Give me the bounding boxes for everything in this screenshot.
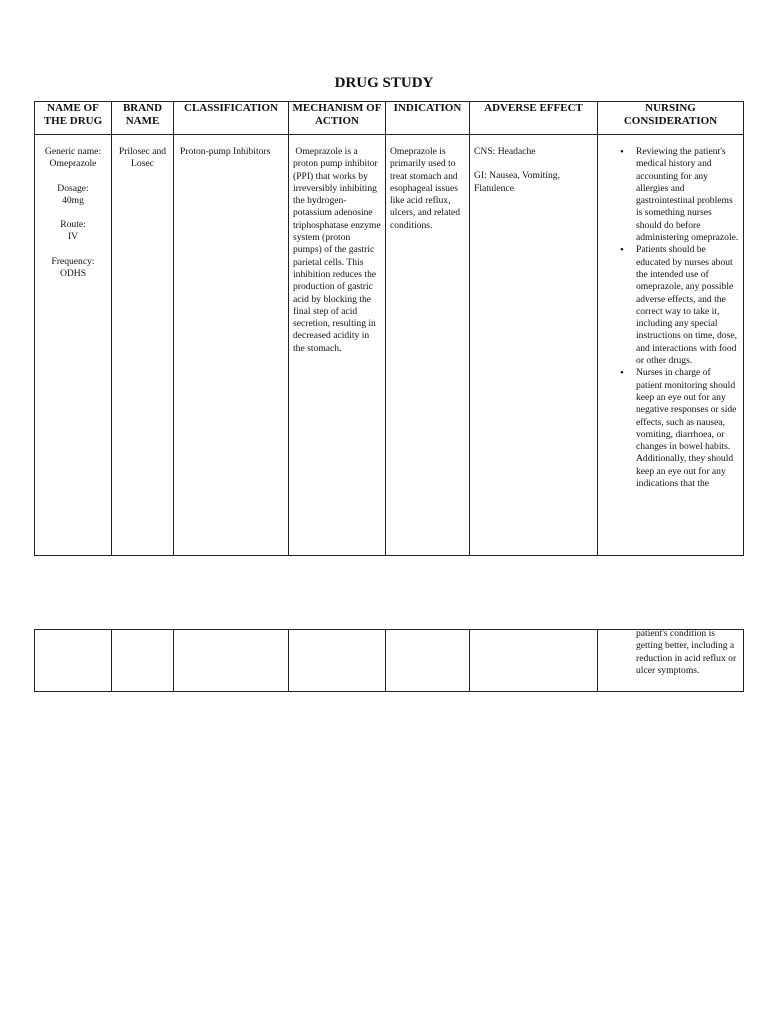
empty-cell [35, 630, 112, 692]
dosage-value: 40mg [62, 194, 84, 206]
brand-name-text: Prilosec and Losec [118, 146, 167, 170]
route-label: Route: [60, 219, 86, 231]
classification-cell [174, 135, 289, 556]
nursing-consideration-cell [598, 135, 744, 556]
indication-cell [386, 135, 470, 556]
name-of-drug-cell [35, 135, 112, 556]
header-mechanism-of-action: MECHANISM OF ACTION [289, 102, 386, 135]
adverse-gi: GI: Nausea, Vomiting, Flatulence [474, 170, 560, 194]
header-row [35, 102, 744, 135]
frequency-value: ODHS [59, 268, 87, 280]
page-title: DRUG STUDY [334, 75, 434, 91]
list-item: • Reviewing the patient's medical history and accounting for any allergies and gastrointestinal problems is something nurses should do before administering omeprazole. [636, 146, 739, 244]
table-row [35, 630, 744, 692]
list-item: • Nurses in charge of patient monitoring should keep an eye out for any negative responses or side effects, such as nausea, vomiting, diarrhoea, or changes in bowel habits. Additionally, they should keep an eye out for any indications that the [636, 367, 739, 490]
mechanism-text: Omeprazole is a proton pump inhibitor (PPI) that works by irreversibly inhibiting the hydrogen-potassium adenosine triphosphatase enzyme system (proton pumps) of the gastric parietal cells. This inhibition reduces the production of gastric acid by blocking the final step of acid secretion, resulting in decreased acidity in the stomach. [293, 146, 384, 354]
empty-cell [174, 630, 289, 692]
header-name-of-drug: NAME OF THE DRUG [35, 102, 112, 135]
header-brand-name: BRAND NAME [112, 102, 174, 135]
header-adverse-effect: ADVERSE EFFECT [470, 102, 598, 135]
frequency-label: Frequency: [51, 255, 95, 267]
nursing-continued-text: patient's condition is getting better, including a reduction in acid reflux or ulcer symptoms. [636, 628, 737, 676]
drug-study-table-continued [34, 629, 744, 692]
table-row [35, 135, 744, 556]
adverse-effect-cell [470, 135, 598, 556]
list-item: • Patients should be educated by nurses about the intended use of omeprazole, any possible adverse effects, and the correct way to take it, including any special instructions on time, dose, and interactions with food or other drugs. [636, 244, 739, 367]
indication-text: Omeprazole is primarily used to treat stomach and esophageal issues like acid reflux, ulcers, and related conditions. [390, 146, 461, 231]
empty-cell [289, 630, 386, 692]
header-classification: CLASSIFICATION [174, 102, 289, 135]
empty-cell [112, 630, 174, 692]
nursing-list [598, 146, 739, 490]
brand-name-cell [112, 135, 174, 556]
generic-name-value: Omeprazole [49, 158, 97, 170]
route-value: IV [67, 231, 79, 243]
adverse-cns: CNS: Headache [474, 146, 536, 157]
classification-text: Proton-pump Inhibitors [180, 146, 271, 157]
nursing-continued-cell [598, 630, 744, 692]
mechanism-cell [289, 135, 386, 556]
drug-study-table [34, 101, 744, 556]
header-nursing-consideration: NURSING CONSIDERATION [598, 102, 744, 135]
empty-cell [386, 630, 470, 692]
header-indication: INDICATION [386, 102, 470, 135]
generic-name-label: Generic name: [44, 146, 102, 157]
dosage-label: Dosage: [57, 182, 89, 194]
empty-cell [470, 630, 598, 692]
